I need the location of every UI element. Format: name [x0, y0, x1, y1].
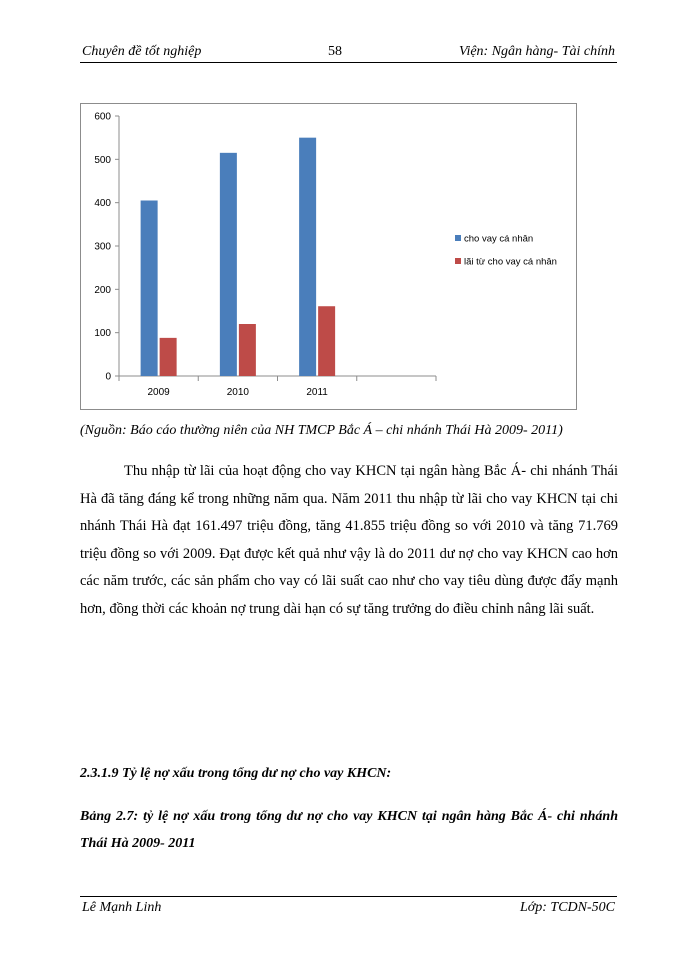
y-tick-label: 100 [94, 328, 111, 340]
page-number: 58 [328, 44, 342, 59]
footer-author: Lê Mạnh Linh [82, 900, 162, 915]
x-tick-label: 2009 [147, 387, 170, 398]
y-tick-label: 200 [94, 284, 111, 296]
legend-label: lãi từ cho vay cá nhân [464, 256, 557, 268]
footer-class: Lớp: TCDN-50C [520, 900, 615, 915]
section-heading: 2.3.1.9 Tỷ lệ nợ xấu trong tổng dư nợ cho vay KHCN: [80, 766, 392, 781]
header-document-type: Chuyên đề tốt nghiệp [82, 44, 202, 59]
x-tick-label: 2010 [226, 387, 249, 398]
y-tick-label: 0 [105, 371, 111, 383]
bar-loans-2009 [141, 201, 158, 377]
bar-loans-2011 [299, 138, 316, 376]
y-tick-label: 300 [94, 241, 111, 253]
bar-loans-2010 [220, 153, 237, 376]
y-tick-label: 600 [94, 111, 111, 123]
table-title: Bảng 2.7: tỷ lệ nợ xấu trong tổng dư nợ cho vay KHCN tại ngân hàng Bắc Á- chi nhánh Thái Hà 2009- 2011 [80, 809, 618, 851]
legend-swatch [455, 258, 461, 264]
bar-interest-2010 [239, 324, 256, 376]
page-footer [80, 896, 617, 915]
body-paragraph: Thu nhập từ lãi của hoạt động cho vay KHCN tại ngân hàng Bắc Á- chi nhánh Thái Hà đã tăng đáng kể trong những năm qua. Năm 2011 thu nhập từ lãi cho vay KHCN tại chi nhánh Thái Hà đạt 161.497 triệu đồng, tăng 41.855 triệu đồng so với 2010 và tăng 71.769 triệu đồng so với 2009. Đạt được kết quả như vậy là do 2011 dư nợ cho vay KHCN cao hơn các năm trước, các sản phẩm cho vay có lãi suất cao như cho vay tiêu dùng được đẩy mạnh hơn, đồng thời các khoản nợ trung dài hạn có sự tăng trưởng do điều chỉnh nâng lãi suất. [80, 463, 618, 617]
header-institute: Viện: Ngân hàng- Tài chính [458, 44, 615, 59]
bar-interest-2011 [318, 306, 335, 376]
y-tick-label: 400 [94, 198, 111, 210]
legend-swatch [455, 235, 461, 241]
legend-label: cho vay cá nhân [464, 233, 534, 245]
bar-interest-2009 [160, 338, 177, 376]
page-header [80, 44, 617, 63]
x-tick-label: 2011 [306, 387, 328, 398]
y-tick-label: 500 [94, 154, 111, 166]
chart-source-caption: (Nguồn: Báo cáo thường niên của NH TMCP Bắc Á – chi nhánh Thái Hà 2009- 2011) [80, 423, 563, 438]
bar-chart [80, 103, 577, 410]
chart-canvas [81, 104, 576, 409]
